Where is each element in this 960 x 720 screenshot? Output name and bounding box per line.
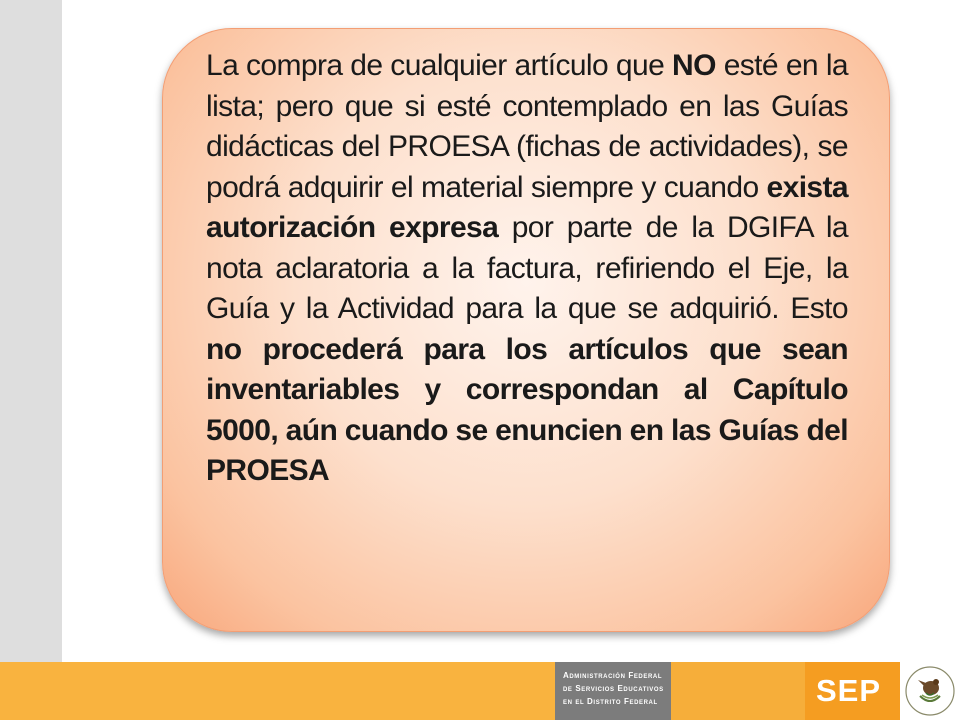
callout-bold-segment: NO xyxy=(672,49,716,82)
text-callout-box xyxy=(162,28,890,632)
admin-line-1: Administración Federal xyxy=(563,671,663,680)
callout-segment: por parte de la DGIFA la nota aclaratoria a la factura, refiriendo el Eje, la Guía y la Actividad para la que se adquirió. Esto xyxy=(206,211,848,325)
callout-segment: La compra de cualquier artículo que xyxy=(206,49,673,82)
footer-admin-block xyxy=(555,662,671,720)
footer-sep-band xyxy=(671,662,805,720)
admin-line-3: en el Distrito Federal xyxy=(563,697,658,706)
callout-segment: esté en la lista; pero que si esté contemplado en las Guías didácticas del PROESA (fichas de actividades), se podrá adquirir el material siempre y cuando xyxy=(206,49,849,204)
sep-logo: SEP xyxy=(816,673,882,708)
left-sidebar-stripe xyxy=(0,0,62,662)
callout-bold-segment: exista autorización expresa xyxy=(206,170,848,244)
admin-line-2: de Servicios Educativos xyxy=(563,684,664,693)
mexico-seal-icon xyxy=(900,662,960,720)
footer-band xyxy=(0,662,555,720)
callout-paragraph xyxy=(206,46,848,492)
callout-bold-segment: no procederá para los artículos que sean inventariables y correspondan al Capítulo 5000, aún cuando se enuncien en las Guías del PROESA xyxy=(206,332,848,487)
